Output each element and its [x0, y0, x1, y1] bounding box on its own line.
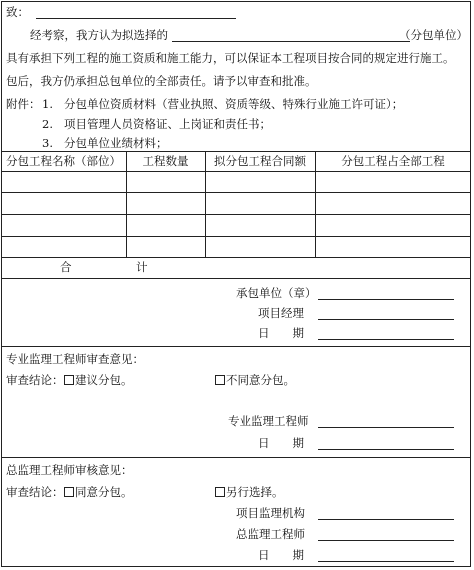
contractor-date-field[interactable]	[318, 339, 454, 340]
section-divider	[1, 346, 471, 347]
attachment-3-text: 分包单位业绩材料；	[64, 136, 168, 150]
specialist-review-title: 专业监理工程师审查意见：	[6, 352, 144, 366]
specialist-date-label: 日 期	[258, 436, 304, 450]
section-divider	[1, 457, 471, 458]
specialist-option-agree[interactable]: 建议分包。	[64, 373, 133, 387]
intro-line1-prefix: 经考察，我方认为拟选择的	[30, 28, 168, 42]
chief-option-agree[interactable]: 同意分包。	[64, 485, 133, 499]
specialist-date-field[interactable]	[318, 449, 454, 450]
specialist-option-disagree[interactable]: 不同意分包。	[215, 373, 295, 387]
table-header-cell: 工程数量	[142, 154, 189, 168]
project-supervision-org-label: 项目监理机构	[236, 506, 305, 520]
table-bottom-border	[1, 278, 471, 279]
chief-engineer-field[interactable]	[318, 540, 454, 541]
chief-engineer-label: 总监理工程师	[236, 527, 305, 541]
total-label-1: 合	[60, 260, 72, 274]
contractor-unit-label: 承包单位（章）	[236, 286, 317, 300]
attachment-1-text: 分包单位资质材料（营业执照、资质等级、特殊行业施工许可证）；	[64, 97, 404, 111]
intro-line2: 具有承担下列工程的施工资质和施工能力，可以保证本工程项目按合同的规定进行施工。	[6, 51, 455, 65]
chief-review-title: 总监理工程师审核意见：	[6, 463, 133, 477]
checkbox-icon[interactable]	[215, 487, 225, 497]
intro-line3: 包后，我方仍承担总包单位的全部责任。请予以审查和批准。	[6, 74, 317, 88]
table-header-cell: 拟分包工程合同额	[214, 154, 306, 168]
specialist-engineer-label: 专业监理工程师	[228, 414, 309, 428]
intro-line1-suffix: （分包单位）	[399, 28, 468, 42]
table-top-border	[1, 151, 471, 152]
table-row-border	[1, 257, 471, 258]
table-header-border	[1, 171, 471, 172]
chief-date-field[interactable]	[318, 561, 454, 562]
chief-option-other[interactable]: 另行选择。	[215, 485, 284, 499]
attachment-3-num: 3.	[42, 136, 53, 150]
table-row-border	[1, 236, 471, 237]
attachment-2-num: 2.	[42, 117, 53, 131]
chief-date-label: 日 期	[258, 548, 304, 562]
checkbox-icon[interactable]	[64, 487, 74, 497]
table-header-cell: 分包工程占全部工程	[341, 154, 445, 168]
attachment-2-text: 项目管理人员资格证、上岗证和责任书；	[64, 117, 271, 131]
checkbox-icon[interactable]	[215, 375, 225, 385]
specialist-conclusion-label: 审查结论：	[6, 373, 64, 387]
project-manager-field[interactable]	[318, 319, 454, 320]
table-header-cell: 分包工程名称（部位）	[6, 154, 121, 168]
subcontractor-name-field[interactable]	[172, 41, 410, 42]
table-row-border	[1, 214, 471, 215]
to-field[interactable]	[36, 18, 236, 19]
checkbox-icon[interactable]	[64, 375, 74, 385]
to-label: 致：	[6, 5, 29, 19]
project-supervision-org-field[interactable]	[318, 519, 454, 520]
attachment-1-num: 1.	[42, 97, 53, 111]
contractor-unit-field[interactable]	[318, 299, 454, 300]
total-label-2: 计	[136, 260, 148, 274]
chief-conclusion-label: 审查结论：	[6, 485, 64, 499]
table-row-border	[1, 192, 471, 193]
attachments-label: 附件：	[6, 97, 41, 111]
contractor-date-label: 日 期	[258, 326, 304, 340]
project-manager-label: 项目经理	[258, 306, 304, 320]
specialist-engineer-field[interactable]	[318, 427, 454, 428]
